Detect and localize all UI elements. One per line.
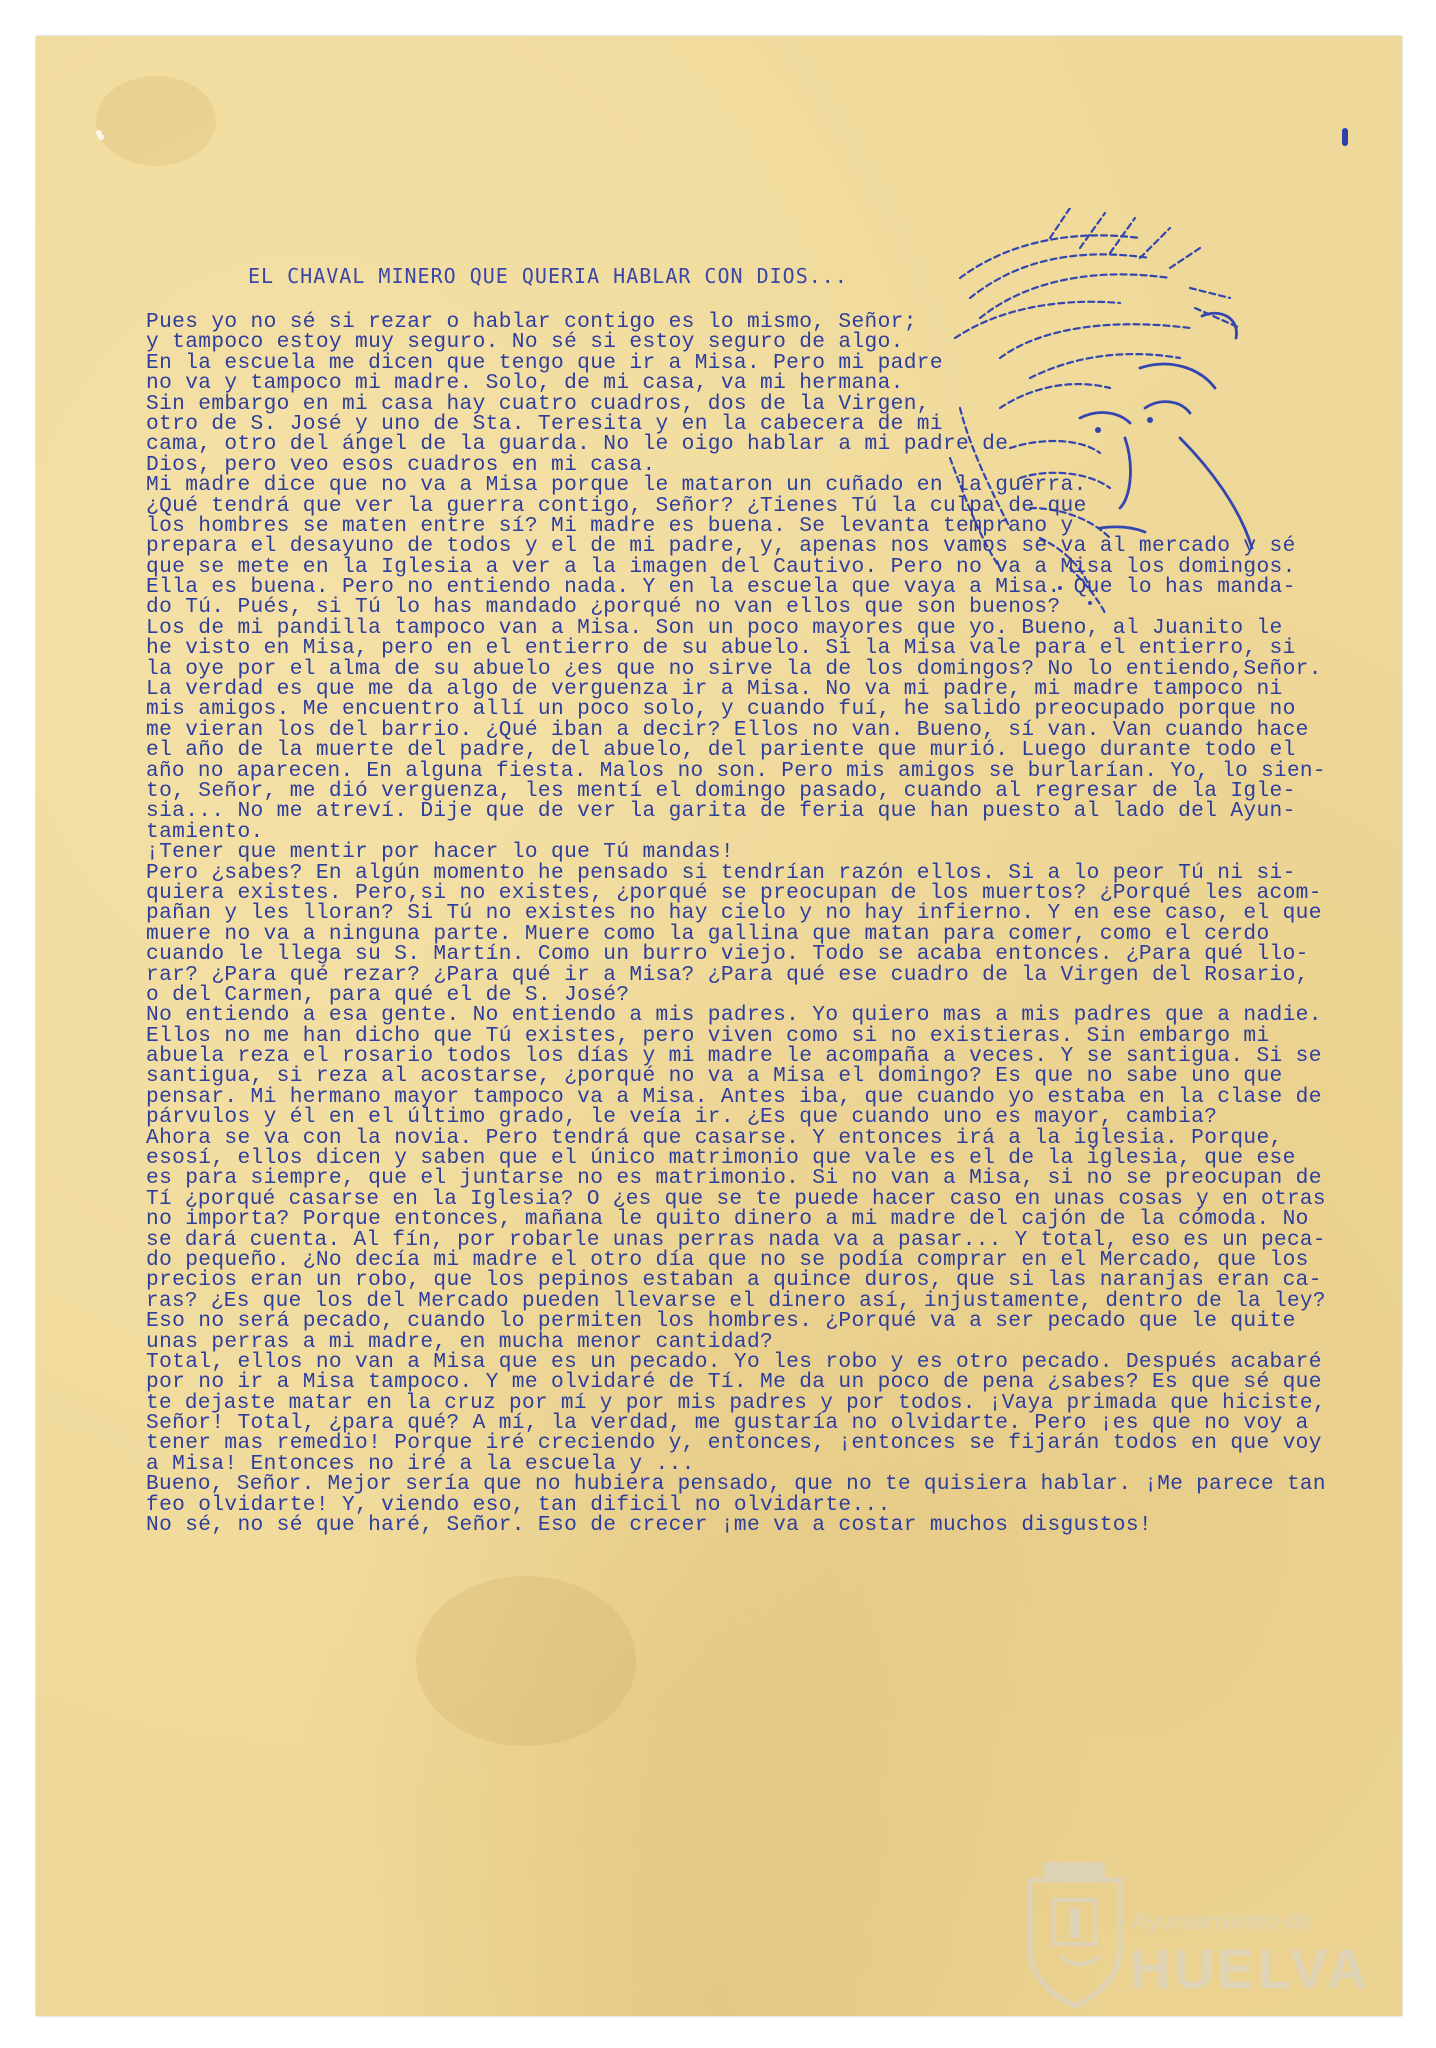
- text-line: prepara el desayuno de todos y el de mi padre, y, apenas nos vamos se va al mercado y sé: [146, 534, 1296, 559]
- paper-stain: [96, 76, 216, 166]
- text-line: párvulos y él en el último grado, le veía ir. ¿Es que cuando uno es mayor, cambia?: [146, 1105, 1218, 1130]
- pin-hole: [98, 134, 104, 140]
- coat-of-arms-icon: [1020, 1860, 1130, 2010]
- text-line: otro de S. José y uno de Sta. Teresita y en la cabecera de mi: [146, 411, 943, 436]
- text-line: unas perras a mi madre, en mucha menor cantidad?: [146, 1329, 774, 1354]
- text-line: que se mete en la Iglesia a ver a la imagen del Cautivo. Pero no va a Misa los domingos.: [146, 554, 1296, 579]
- text-line: Mi madre dice que no va a Misa porque le mataron un cuñado en la guerra.: [146, 473, 1087, 498]
- text-line: por no ir a Misa tampoco. Y me olvidaré de Tí. Me da un poco de pena ¿sabes? Es que sé que: [146, 1370, 1322, 1395]
- text-line: ras? ¿Es que los del Mercado pueden llevarse el dinero así, injustamente, dentro de la ley?: [146, 1288, 1326, 1313]
- text-line: tamiento.: [146, 819, 264, 844]
- text-line: ¿Qué tendrá que ver la guerra contigo, Señor? ¿Tienes Tú la culpa de que: [146, 493, 1087, 518]
- text-line: año no aparecen. En alguna fiesta. Malos no son. Pero mis amigos se burlarían. Yo, lo sien-: [146, 758, 1326, 783]
- text-line: do pequeño. ¿No decía mi madre el otro día que no se podía comprar en el Mercado, que los: [146, 1247, 1309, 1272]
- watermark-bottom-text: HUELVA: [1130, 1937, 1370, 2000]
- text-line: sia... No me atreví. Dije que de ver la garita de feria que han puesto al lado del Ayun-: [146, 799, 1296, 824]
- text-line: pañan y les lloran? Si Tú no existes no hay cielo y no hay infierno. Y en ese caso, el que: [146, 901, 1322, 926]
- text-line: Pues yo no sé si rezar o hablar contigo es lo mismo, Señor;: [146, 310, 917, 334]
- text-line: el año de la muerte del padre, del abuelo, del pariente que murió. Luego durante todo el: [146, 738, 1296, 763]
- text-line: Bueno, Señor. Mejor sería que no hubiera pensado, que no te quisiera hablar. ¡Me parece tan: [146, 1472, 1326, 1497]
- text-line: No sé, no sé que haré, Señor. Eso de crecer ¡me va a costar muchos disgustos!: [146, 1513, 1152, 1538]
- text-line: Señor! Total, ¿para qué? A mí, la verdad, me gustaría no olvidarte. Pero ¡es que no voy a: [146, 1411, 1309, 1436]
- text-line: los hombres se maten entre sí? Mi madre es buena. Se levanta temprano y: [146, 513, 1074, 538]
- text-line: y tampoco estoy muy seguro. No sé si estoy seguro de algo.: [146, 330, 904, 355]
- text-line: to, Señor, me dió verguenza, les mentí el domingo pasado, cuando al regresar de la Igle-: [146, 778, 1296, 803]
- text-line: Tí ¿porqué casarse en la Iglesia? O ¿es que se te puede hacer caso en unas cosas y en otras: [146, 1186, 1326, 1211]
- text-line: te dejaste matar en la cruz por mí y por mis padres y por todos. ¡Vaya primada que hiciste,: [146, 1390, 1326, 1415]
- text-line: no va y tampoco mi madre. Solo, de mi casa, va mi hermana.: [146, 371, 904, 396]
- text-line: Ellos no me han dicho que Tú existes, pero viven como si no existieras. Sin embargo mi: [146, 1023, 1270, 1048]
- text-line: la oye por el alma de su abuelo ¿es que no sirve la de los domingos? No lo entiendo,Señor.: [146, 656, 1322, 681]
- text-line: cuando le llega su S. Martín. Como un burro viejo. Todo se acaba entonces. ¿Para qué llo-: [146, 942, 1309, 967]
- text-line: feo olvidarte! Y, viendo eso, tan dificil no olvidarte...: [146, 1492, 891, 1517]
- paper-stain: [416, 1576, 636, 1746]
- watermark-seal: [1020, 1860, 1370, 2010]
- text-line: Eso no será pecado, cuando lo permiten los hombres. ¿Porqué va a ser pecado que le quite: [146, 1309, 1296, 1334]
- text-line: Los de mi pandilla tampoco van a Misa. Son un poco mayores que yo. Bueno, al Juanito le: [146, 615, 1283, 640]
- text-line: tener mas remedio! Porque iré creciendo y, entonces, ¡entonces se fijarán todos en que voy: [146, 1431, 1322, 1456]
- text-line: muere no va a ninguna parte. Muere como la gallina que matan para comer, como el cerdo: [146, 921, 1270, 946]
- text-line: no importa? Porque entonces, mañana le quito dinero a mi madre del cajón de la cómoda. No: [146, 1207, 1309, 1232]
- text-line: La verdad es que me da algo de verguenza ir a Misa. No va mi padre, mi madre tampoco ni: [146, 677, 1283, 702]
- text-line: pensar. Mi hermano mayor tampoco va a Misa. Antes iba, que cuando yo estaba en la clase de: [146, 1084, 1322, 1109]
- ink-mark: [1342, 128, 1348, 146]
- text-line: Sin embargo en mi casa hay cuatro cuadros, dos de la Virgen,: [146, 391, 930, 416]
- text-line: abuela reza el rosario todos los días y mi madre le acompaña a veces. Y se santigua. Si se: [146, 1044, 1322, 1069]
- text-line: ¡Tener que mentir por hacer lo que Tú mandas!: [146, 840, 734, 865]
- text-line: do Tú. Pués, si Tú lo has mandado ¿porqué no van ellos que son buenos?: [146, 595, 1061, 620]
- text-line: No entiendo a esa gente. No entiendo a mis padres. Yo quiero mas a mis padres que a nadie.: [146, 1003, 1322, 1028]
- document-body: [146, 310, 1326, 1538]
- text-line: mis amigos. Me encuentro allí un poco solo, y cuando fuí, he salido preocupado porque no: [146, 697, 1296, 722]
- text-line: me vieran los del barrio. ¿Qué iban a decir? Ellos no van. Bueno, sí van. Van cuando hace: [146, 717, 1309, 742]
- watermark-top-text: Ayuntamiento de: [1132, 1908, 1312, 1935]
- text-line: quiera existes. Pero,si no existes, ¿porqué se preocupan de los muertos? ¿Porqué les acom-: [146, 880, 1322, 905]
- text-line: santigua, si reza al acostarse, ¿porqué no va a Misa el domingo? Es que no sabe uno que: [146, 1064, 1283, 1089]
- text-line: se dará cuenta. Al fín, por robarle unas perras nada va a pasar... Y total, eso es un peca-: [146, 1227, 1326, 1252]
- text-line: Pero ¿sabes? En algún momento he pensado si tendrían razón ellos. Si a lo peor Tú ni si-: [146, 860, 1296, 885]
- text-line: Ella es buena. Pero no entiendo nada. Y en la escuela que vaya a Misa. Que lo has manda-: [146, 575, 1296, 600]
- text-line: Total, ellos no van a Misa que es un pecado. Yo les robo y es otro pecado. Después acabaré: [146, 1349, 1322, 1374]
- text-line: a Misa! Entonces no iré a la escuela y ...: [146, 1451, 695, 1476]
- text-line: rar? ¿Para qué rezar? ¿Para qué ir a Misa? ¿Para qué ese cuadro de la Virgen del Rosario,: [146, 962, 1309, 987]
- text-line: cama, otro del ángel de la guarda. No le oigo hablar a mi padre de: [146, 432, 1009, 457]
- text-line: precios eran un robo, que los pepinos estaban a quince duros, que si las naranjas eran ca-: [146, 1268, 1322, 1293]
- text-line: En la escuela me dicen que tengo que ir a Misa. Pero mi padre: [146, 350, 943, 375]
- document-title: EL CHAVAL MINERO QUE QUERIA HABLAR CON DIOS...: [248, 264, 848, 288]
- text-line: Ahora se va con la novia. Pero tendrá que casarse. Y entonces irá a la iglesia. Porque,: [146, 1125, 1283, 1150]
- text-line: he visto en Misa, pero en el entierro de su abuelo. Si la Misa vale para el entierro, si: [146, 636, 1296, 661]
- text-line: es para siempre, que el juntarse no es matrimonio. Si no van a Misa, si no se preocupan de: [146, 1166, 1322, 1191]
- text-line: Dios, pero veo esos cuadros en mi casa.: [146, 452, 656, 477]
- text-line: esosí, ellos dicen y saben que el único matrimonio que vale es el de la iglesia, que ese: [146, 1146, 1296, 1171]
- text-line: o del Carmen, para qué el de S. José?: [146, 982, 630, 1007]
